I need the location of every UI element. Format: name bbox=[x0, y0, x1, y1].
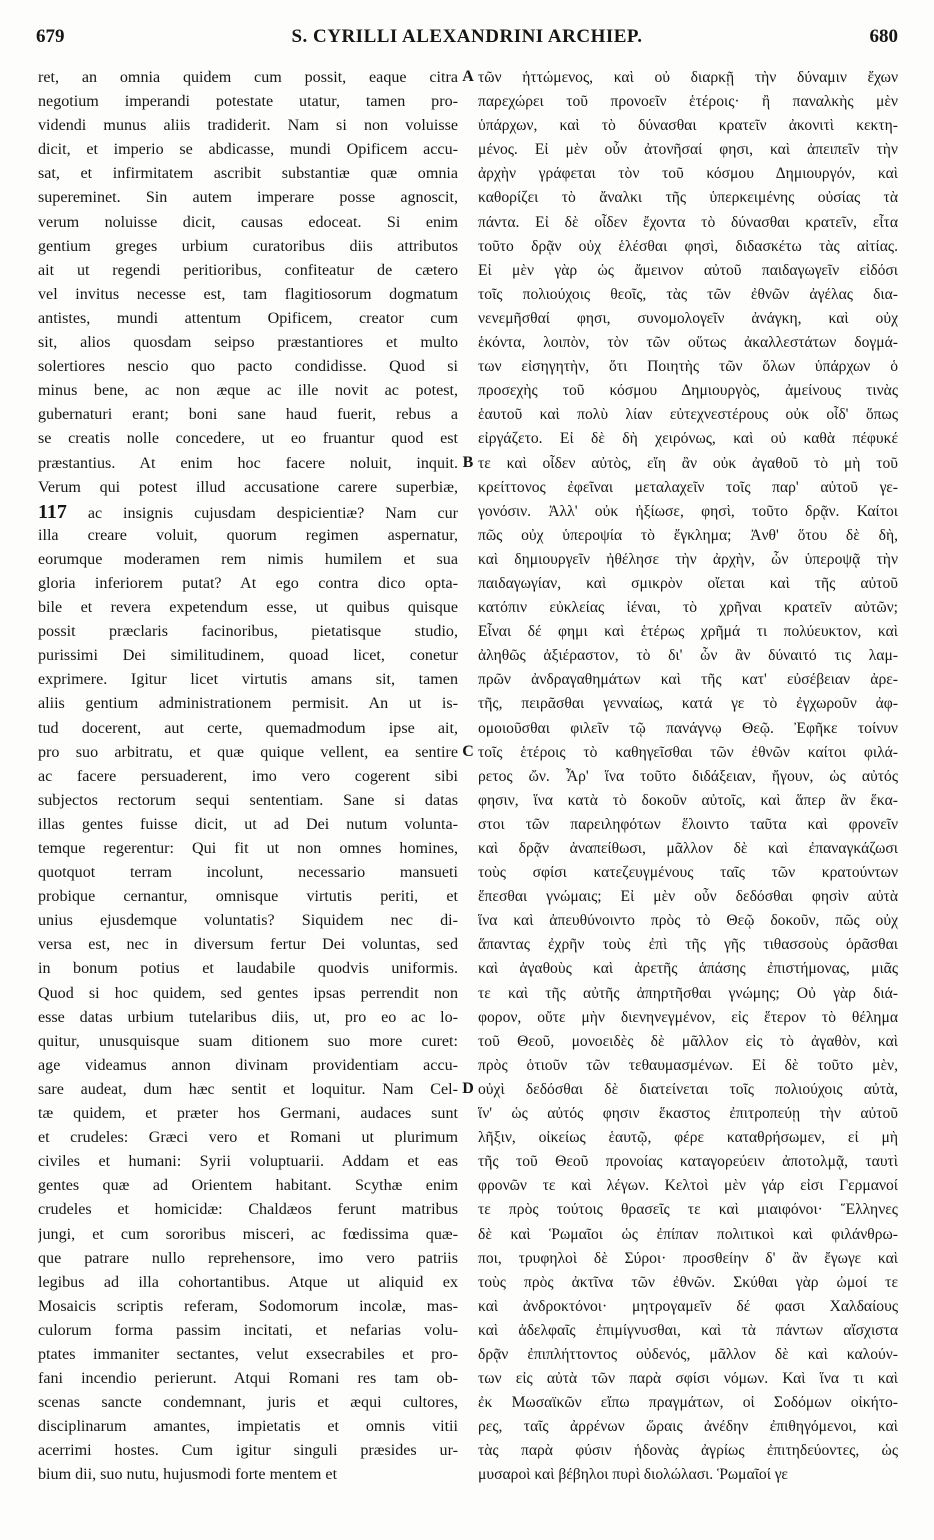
latin-text-line: antistes, mundi attentum Opificem, creator cum bbox=[38, 309, 458, 327]
greek-text-line: στοι τῶν παρειληφότων ἕλοιντο ταῦτα καὶ φρονεῖν bbox=[478, 815, 898, 833]
greek-text-line: τοῖς ἑτέροις τὸ καθηγεῖσθαι τῶν ἐθνῶν καίτοι φιλά- bbox=[478, 743, 898, 761]
latin-text-line: illa creare voluit, quorum regimen aspernatur, bbox=[38, 526, 458, 544]
greek-text-line: των εἰς αὐτὰ τῶν παρὰ σφίσι νόμων. Καὶ ἵνα τι καὶ bbox=[478, 1370, 898, 1388]
latin-text-line: 117 ac insignis cujusdam despicientiæ? Nam cur bbox=[38, 500, 458, 523]
latin-text-line: quotquot terram incolunt, necessario mansueti bbox=[38, 864, 458, 882]
greek-text-line: ρες, ταῖς ἀρρένων ὥραις ἀνέδην ἐπιθηγόμενοι, καὶ bbox=[478, 1418, 898, 1436]
greek-text-line: ἵν' ὡς αὐτός φησιν ἕκαστος ἐπιτροπεύῃ τὴν αὐτοῦ bbox=[478, 1105, 898, 1123]
latin-text-line: in bonum potius et laudabile quodvis uniformis. bbox=[38, 960, 458, 978]
latin-text-line: vel invitus necesse est, tam flagitiosorum dogmatum bbox=[38, 285, 458, 303]
latin-text-line: que patrare nullo reprehensore, imo vero patriis bbox=[38, 1249, 458, 1267]
latin-text-line: quitur, unusquisque suam ditionem suo more curet: bbox=[38, 1032, 458, 1050]
greek-text-line: φησιν, ἵνα κατὰ τὸ δοκοῦν αὐτοῖς, καὶ ἅπερ ἂν ἕκα- bbox=[478, 791, 898, 809]
latin-text-line: age videamus annon divinam providentiam accu- bbox=[38, 1056, 458, 1074]
greek-text-line: λῆξιν, οἰκείως ἑαυτῷ, φέρε καταθρήσωμεν, εἰ μὴ bbox=[478, 1129, 898, 1147]
greek-text-line: πάντα. Εἰ δὲ οἶδεν ἔχοντα τὸ δύνασθαι κρατεῖν, εἶτα bbox=[478, 213, 898, 231]
latin-text-line: unius ejusdemque voluntatis? Siquidem nec di- bbox=[38, 912, 458, 930]
greek-text-line: καθορίζει τὸ ἄναλκι τῆς ὑπερκειμένης οὐσίας τὰ bbox=[478, 189, 898, 207]
latin-text-line: temque regerentur: Qui fit ut non omnes homines, bbox=[38, 840, 458, 857]
latin-text-line: disciplinarum amantes, impietatis et omnis vitii bbox=[38, 1418, 458, 1436]
greek-text-line: ὑπάρχων, καὶ τὸ δύνασθαι κρατεῖν ἀκονιτὶ κεκτη- bbox=[478, 117, 898, 135]
latin-text-line: supereminet. Sin autem imperare posse agnoscit, bbox=[38, 189, 458, 207]
section-marker: B bbox=[462, 453, 474, 471]
greek-text-line: φορον, οὔτε μὴν διενηνεγμένον, εἰς ἕτερον τὸ θέλημα bbox=[478, 1008, 898, 1026]
greek-text-line: ποι, τρυφηλοὶ δὲ Σύροι· προσθείην δ' ἂν ἔγωγε καὶ bbox=[478, 1249, 898, 1267]
latin-text-line: pro suo arbitratu, et quæ quique vellent, ea sentire bbox=[38, 743, 458, 761]
latin-text-line: versa est, nec in diversum fertur Dei voluntas, sed bbox=[38, 936, 458, 954]
greek-text-line: ἕπεσθαι γνώμαις; Εἰ μὲν οὖν δεδόσθαι φησὶν αὐτὰ bbox=[478, 888, 898, 906]
greek-text-line: Εἰ μὲν γὰρ ὡς ἄμεινον αὐτοῦ παιδαγωγεῖν εἰδόσι bbox=[478, 261, 898, 279]
greek-text-line: τε καὶ τῆς αὐτῆς ἀπηρτῆσθαι γνώμης; Οὐ γὰρ διά- bbox=[478, 984, 898, 1002]
greek-column bbox=[478, 66, 898, 1488]
greek-text-line: νενεμῆσθαί φησι, συνομολογεῖν ἀνάγκη, καὶ οὐχ bbox=[478, 309, 898, 327]
latin-text-line: sit, alios quosdam seipso præstantiores et multo bbox=[38, 334, 458, 352]
greek-text-line: πρὸς ὁτιοῦν τῶν τεθαυμασμένων. Εἰ δὲ τοῦτο μὲν, bbox=[478, 1056, 898, 1074]
latin-text-line: civiles et humani: Syrii voluptuarii. Addam et eas bbox=[38, 1153, 458, 1171]
latin-text-line: purissimi Dei similitudinem, quoad licet, conetur bbox=[38, 647, 458, 665]
latin-text-line: illas gentes fuisse dicit, ut ad Dei nutum volunta- bbox=[38, 815, 458, 833]
greek-text-line: καὶ δημιουργεῖν ἠθέλησε τὴν ἀρχὴν, ὧν ὑπεροψᾷ τὴν bbox=[478, 550, 898, 568]
greek-text-line: τῆς, πειρᾶσθαι γενναίως, κατά γε τὸ ἐγχωροῦν ἀφ- bbox=[478, 695, 898, 713]
running-header bbox=[36, 26, 898, 54]
greek-text-line: τοὺς πρὸς ἀκτῖνα τῶν ἐθνῶν. Σκύθαι γὰρ ὠμοί τε bbox=[478, 1273, 898, 1291]
greek-text-line: δρᾷν ἐπιπλήττοντος οὐδενός, μᾶλλον δὲ καὶ καλούν- bbox=[478, 1345, 898, 1363]
latin-text-line: acerrimi hostes. Cum igitur singuli præsides ur- bbox=[38, 1442, 458, 1460]
latin-text-line: præstantius. At enim hoc facere noluit, inquit. bbox=[38, 454, 458, 472]
latin-text-line: ret, an omnia quidem cum possit, eaque citra bbox=[38, 69, 458, 86]
greek-text-line: ἵνα καὶ ἀπευθύνοιντο πρὸς τὸ Θεῷ δοκοῦν, πῶς οὐχ bbox=[478, 912, 898, 930]
latin-text-line: Verum qui potest illud accusatione carere superbiæ, bbox=[38, 478, 458, 496]
latin-text-line: negotium imperandi potestate utatur, tamen pro- bbox=[38, 93, 458, 111]
greek-text-line: τὰς παρὰ φύσιν ἡδονὰς ἀγρίως ἐπιτηδεύοντες, ὡς bbox=[478, 1442, 898, 1460]
greek-text-line: τοῦτο δρᾷν οὐχ ἑλέσθαι φησὶ, διδασκέτω τὰς αἰτίας. bbox=[478, 237, 898, 255]
greek-text-line: πρῶν ἀνδραγαθημάτων καὶ τῆς κατ' εὐσέβειαν ἀρε- bbox=[478, 671, 898, 689]
greek-text-line: καὶ ἀγαθοὺς καὶ ἀρετῆς ἁπάσης ἐπιστήμονας, μιᾶς bbox=[478, 960, 898, 978]
latin-text-line: sare audeat, dum hæc sentit et loquitur. Nam Cel- bbox=[38, 1080, 458, 1098]
latin-text-line: scenas sancte condemnant, juris et æqui cultores, bbox=[38, 1394, 458, 1412]
greek-text-line: τε πρὸς τούτοις θρασεῖς τε καὶ μιαιφόνοι· Ἕλληνες bbox=[478, 1201, 898, 1219]
greek-text-line: δὲ καὶ Ῥωμαῖοι ὡς ἐπίπαν πολιτικοὶ καὶ φιλάνθρω- bbox=[478, 1225, 898, 1243]
greek-text-line: παρεχώρει τοῦ προνοεῖν ἑτέροις· ἢ παναλκὴς μὲν bbox=[478, 93, 898, 111]
greek-text-line: ἀρχὴν γράφεται τὸν τοῦ κόσμου Δημιουργόν, καὶ bbox=[478, 165, 898, 183]
latin-text-line: verum noluisse dicit, causas edoceat. Si enim bbox=[38, 213, 458, 231]
greek-text-line: τοῦ Θεοῦ, μονοειδὲς δὲ μᾶλλον εἰς τὸ ἀγαθὸν, καὶ bbox=[478, 1032, 898, 1050]
section-marker: C bbox=[462, 742, 474, 760]
latin-text-line: gubernaturi erant; boni sane haud fuerit, rebus a bbox=[38, 406, 458, 424]
latin-text-line: exprimere. Igitur licet virtutis amans sit, tamen bbox=[38, 671, 458, 689]
latin-column bbox=[38, 66, 458, 1488]
greek-text-line: Εἶναι δέ φημι καὶ ἑτέρως χρῆμά τι πολύευκτον, καὶ bbox=[478, 623, 898, 641]
greek-text-line: κατόπιν εὐκλείας ἰέναι, τὸ χρῆναι κρατεῖν αὐτῶν; bbox=[478, 599, 898, 617]
latin-text-line: ait ut regendi peritioribus, confiteatur de cætero bbox=[38, 261, 458, 279]
latin-text-line: fani incendio perierunt. Atqui Romani res tam ob- bbox=[38, 1370, 458, 1388]
greek-text-line: ἑκόντα, λοιπὸν, τὸν τῶν οὕτως ἀκαλλεστάτων δογμά- bbox=[478, 334, 898, 352]
page-number-right: 680 bbox=[869, 26, 898, 47]
page-number-left: 679 bbox=[36, 26, 65, 47]
latin-text-line: eorumque moderamen rem nimis humilem et sua bbox=[38, 550, 458, 568]
latin-text-line: crudeles et homicidæ: Chaldæos ferunt matribus bbox=[38, 1201, 458, 1219]
latin-text-line: jungi, et cum sororibus misceri, ac fœdissima quæ- bbox=[38, 1225, 458, 1243]
latin-text-line: possit præclaris facinoribus, pietatisque studio, bbox=[38, 623, 458, 641]
latin-text-line: bium dii, suo nutu, hujusmodi forte mentem et bbox=[38, 1466, 338, 1484]
greek-text-line: καὶ ἀνδροκτόνοι· μητρογαμεῖν δέ φασι Χαλδαίους bbox=[478, 1297, 898, 1315]
running-title: S. CYRILLI ALEXANDRINI ARCHIEP. bbox=[291, 26, 643, 47]
latin-text-line: dicit, et imperio se abdicasse, mundi Opificem accu- bbox=[38, 141, 458, 159]
greek-text-line: ἑαυτοῦ καὶ πολὺ λίαν εὐτεχνεστέρους οὐκ οἶδ' ὅπως bbox=[478, 406, 898, 424]
section-marker: A bbox=[462, 68, 474, 85]
greek-text-line: καὶ δρᾷν ἀναπείθωσι, μᾶλλον δὲ καὶ ἐπαναγκάζωσι bbox=[478, 840, 898, 857]
latin-text-line: minus bene, ac non æque ac ille novit ac potest, bbox=[38, 382, 458, 400]
greek-text-line: τοῖς πολιούχοις θεοῖς, τὰς τῶν ἐθνῶν ἀγέλας δια- bbox=[478, 285, 898, 303]
greek-text-line: καὶ ἀδελφαῖς ἐπιμίγνυσθαι, καὶ τὰ πάντων αἴσχιστα bbox=[478, 1321, 898, 1339]
greek-text-line: ἐκ Μωσαϊκῶν εἴπω πραγμάτων, οἱ Σοδόμων οἰκήτο- bbox=[478, 1394, 898, 1412]
latin-text-line: sat, et infirmitatem ascribit substantiæ quæ omnia bbox=[38, 165, 458, 183]
greek-text-line: πῶς οὐχ ὑπεροψία τὸ ἔγκλημα; Ἀνθ' ὅτου δὲ δὴ, bbox=[478, 526, 898, 544]
greek-text-line: ομοιοῦσθαι φιλεῖν τῷ πανάγνῳ Θεῷ. Ἐφῆκε τοίνυν bbox=[478, 719, 898, 737]
latin-text-line: ac facere persuaderent, imo vero cogerent sibi bbox=[38, 767, 458, 785]
greek-text-line: τε καὶ οἶδεν αὐτὸς, εἴη ἂν οὐκ ἀγαθοῦ τὸ μὴ τοῦ bbox=[478, 454, 898, 472]
latin-text-line: gloria inferiorem putat? At ego contra dico opta- bbox=[38, 574, 458, 592]
latin-text-line: tæ quidem, et præter hos Germani, audaces sunt bbox=[38, 1105, 458, 1123]
latin-text-line: et crudeles: Græci vero et Romani ut plurimum bbox=[38, 1129, 458, 1147]
latin-text-line: videndi munus aliis tradiderit. Nam si non voluisse bbox=[38, 117, 458, 135]
latin-text-line: se creatis nolle concedere, ut eo fruantur quod est bbox=[38, 430, 458, 448]
latin-text-line: tud docerent, aut certe, quemadmodum ipse ait, bbox=[38, 719, 458, 737]
greek-text-line: τοὺς σφίσι κατεζευγμένους ταῖς τῶν κρατούντων bbox=[478, 864, 898, 882]
greek-text-line: οὐχὶ δεδόσθαι δὲ διατείνεται τοῖς πολιούχοις αὐτὰ, bbox=[478, 1080, 898, 1098]
latin-text-line: bile et revera expetendum esse, ut quibus quisque bbox=[38, 599, 458, 617]
latin-text-line: legibus ad illa cohortantibus. Atque ut aliquid ex bbox=[38, 1273, 458, 1291]
latin-text-line: subjectos rectorum sequi sententiam. Sane si datas bbox=[38, 791, 458, 809]
greek-text-line: ἀληθῶς ἀξιέραστον, τὸ δι' ὧν ἂν δύναιτό τις λαμ- bbox=[478, 647, 898, 665]
latin-text-line: aliis gentium administrationem permisit. An ut is- bbox=[38, 695, 458, 713]
greek-text-line: κρείττονος ἐφεῖναι μεταλαχεῖν τοῖς παρ' αὐτοῦ γε- bbox=[478, 478, 898, 496]
greek-text-line: παιδαγωγίαν, καὶ σμικρὸν οἴεται καὶ τῆς αὐτοῦ bbox=[478, 574, 898, 592]
greek-text-line: μυσαροὶ καὶ βέβηλοι πυρὶ διολώλασι. Ῥωμαῖοί γε bbox=[478, 1466, 788, 1484]
greek-text-line: ἅπαντας ἐχρῆν τοὺς ἐπὶ τῆς γῆς τιθασσοὺς ὁρᾶσθαι bbox=[478, 936, 898, 954]
latin-text-line: Mosaicis scriptis referam, Sodomorum incolæ, mas- bbox=[38, 1297, 458, 1315]
latin-text-line: probique cernantur, omnisque virtutis periti, et bbox=[38, 888, 458, 906]
latin-text-line: culorum forma passim incitati, et nefarias volu- bbox=[38, 1321, 458, 1339]
latin-text-line: gentium greges urbium curatoribus diis attributos bbox=[38, 237, 458, 255]
latin-text-line: solertiores nescio quo pacto condidisse. Quod si bbox=[38, 358, 458, 376]
greek-text-line: γονόσιν. Ἀλλ' οὐκ ἠξίωσε, φησὶ, τοῦτο δρᾷν. Καίτοι bbox=[478, 502, 898, 520]
greek-text-line: φρονῶν τε καὶ λέγων. Κελτοὶ μὲν γάρ εἰσι Γερμανοί bbox=[478, 1177, 898, 1195]
greek-text-line: μένος. Εἰ μὲν οὖν ἀτονῆσαί φησι, καὶ ἀπειπεῖν τὴν bbox=[478, 141, 898, 159]
greek-text-line: ρετος ὤν. Ἆρ' ἵνα τοῦτο διδάξειαν, ἤγουν, ὡς αὐτός bbox=[478, 767, 898, 785]
latin-text-line: gentes quæ ad Orientem habitant. Scythæ enim bbox=[38, 1177, 458, 1195]
latin-text-line: Quod si hoc quidem, sed gentes ipsas perrendit non bbox=[38, 984, 458, 1002]
column-number-marker: 117 bbox=[38, 500, 67, 523]
greek-text-line: των εἰσηγητὴν, ὅτι Ποιητὴς τῶν ὅλων ὑπάρχων ὁ bbox=[478, 358, 898, 376]
greek-text-line: τῆς τοῦ Θεοῦ προνοίας καταγορεύειν ἀποτολμᾷ, ταυτὶ bbox=[478, 1153, 898, 1171]
latin-text-line: ptates immaniter sectantes, velut exsecrabiles et pro- bbox=[38, 1345, 458, 1363]
section-marker: D bbox=[462, 1080, 474, 1098]
greek-text-line: προσεχὴς τοῦ κόσμου Δημιουργὸς, ἀμείνους τινὰς bbox=[478, 382, 898, 400]
greek-text-line: εἰργάζετο. Εἰ δὲ δὴ χειρόνως, καὶ οὐ καθὰ πέφυκέ bbox=[478, 430, 898, 448]
latin-text-line: esse datas urbium tutelaribus diis, ut, pro eo ac lo- bbox=[38, 1008, 458, 1026]
greek-text-line: τῶν ἡττώμενος, καὶ οὐ διαρκῇ τὴν δύναμιν ἔχων bbox=[478, 69, 898, 86]
